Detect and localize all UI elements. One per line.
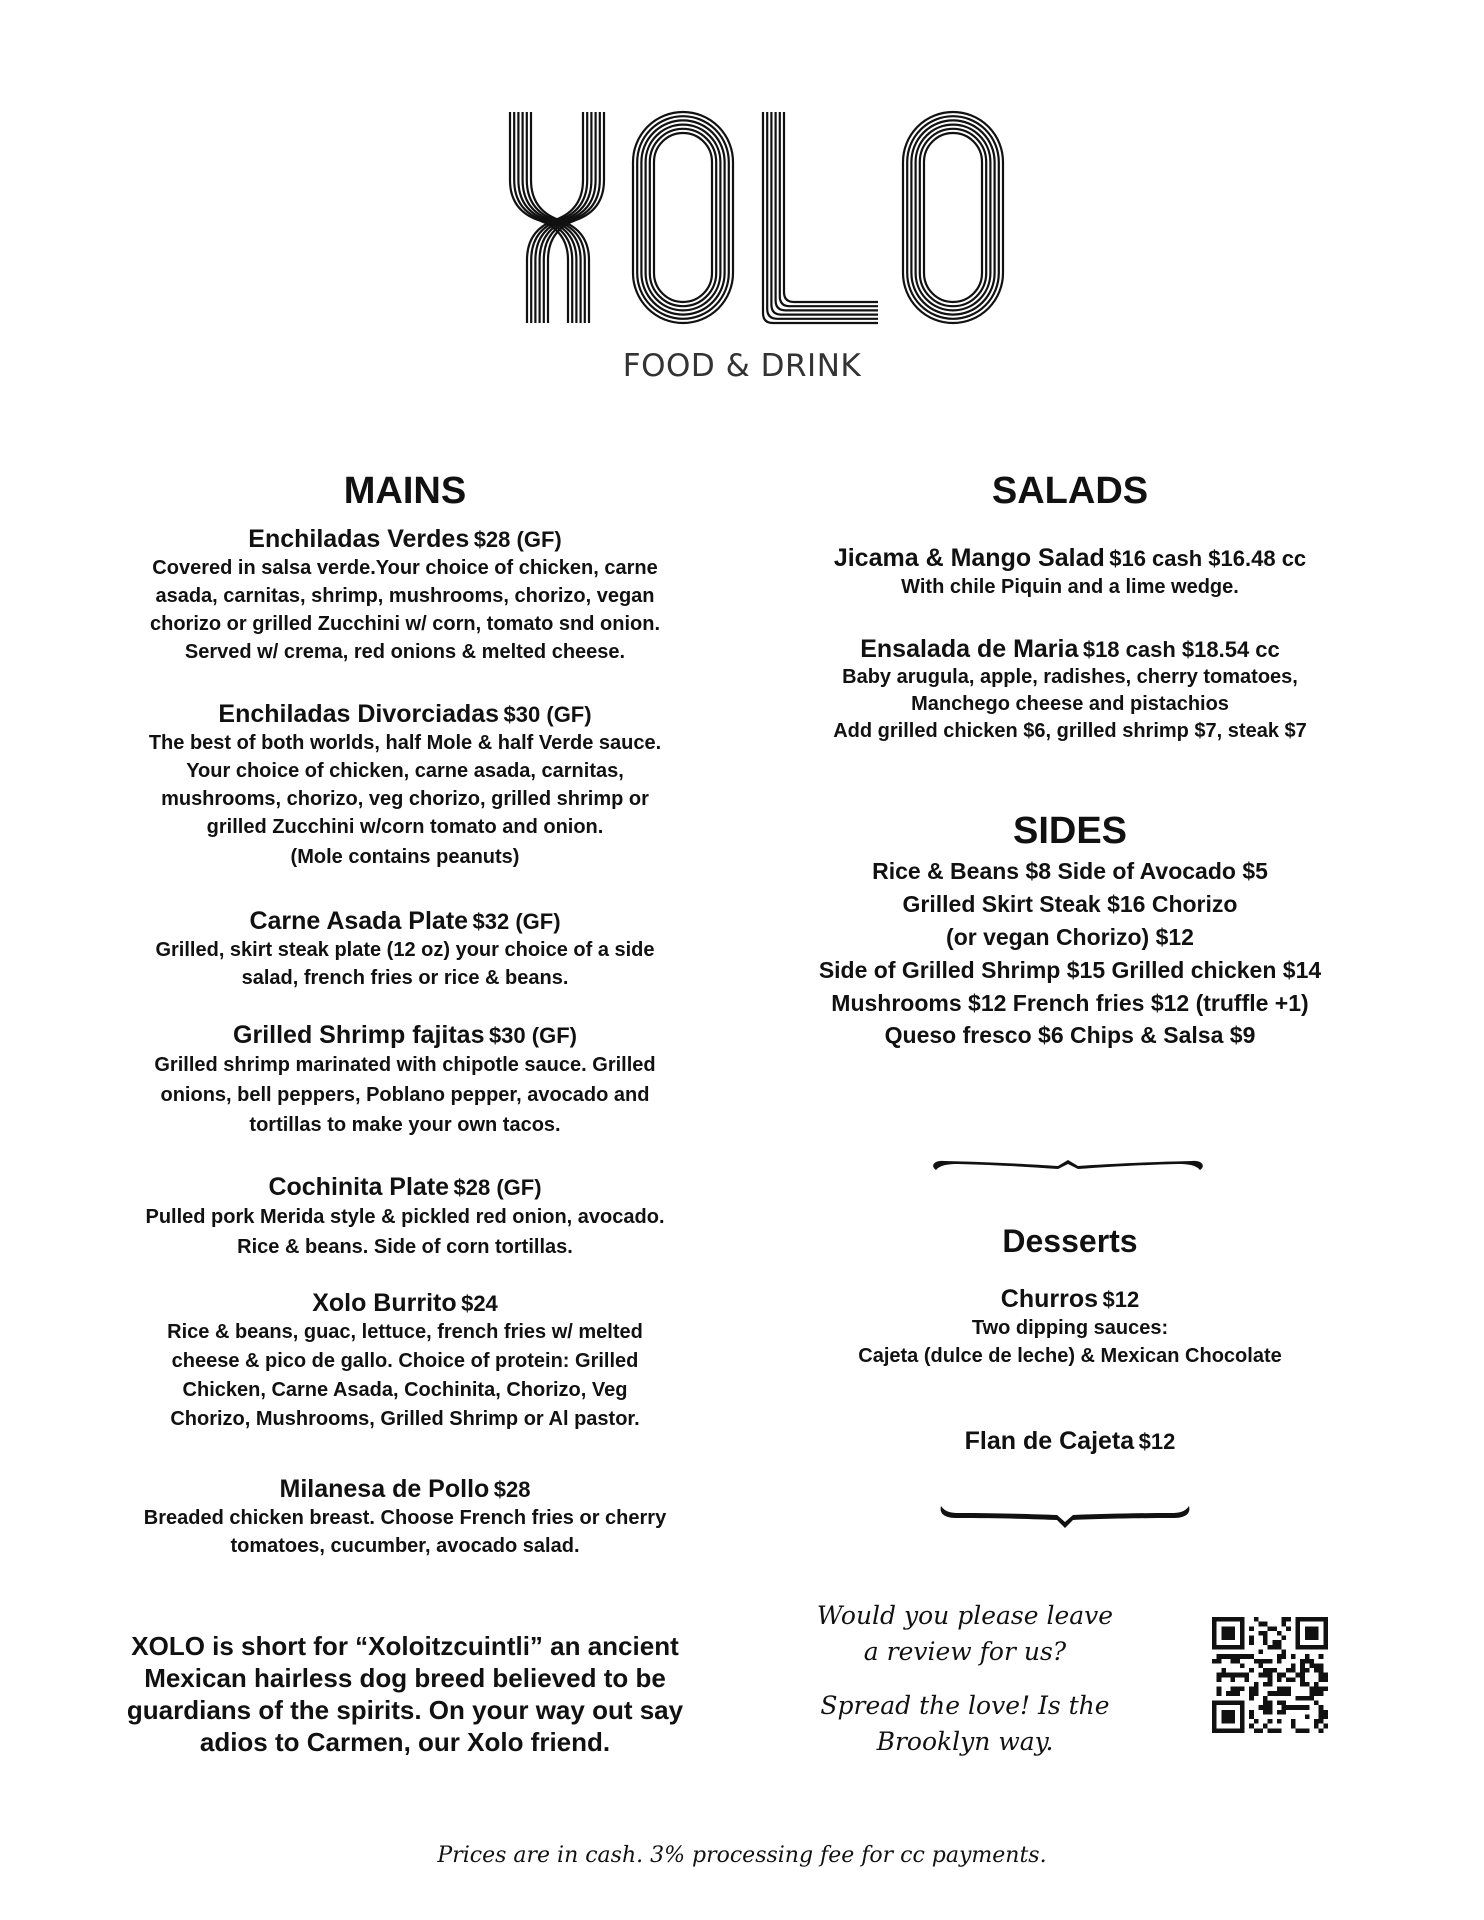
item-desc: Breaded chicken breast. Choose French fries or cherry tomatoes, cucumber, avocado salad. bbox=[143, 1507, 667, 1557]
xolo-logo bbox=[508, 110, 1010, 325]
item-name: Churros bbox=[1000, 1285, 1099, 1313]
item-price: $24 bbox=[461, 1291, 498, 1316]
sides-line: Rice & Beans $8 Side of Avocado $5 bbox=[872, 858, 1268, 884]
qr-code[interactable] bbox=[1212, 1617, 1328, 1733]
item-price: $16 cash $16.48 cc bbox=[1109, 546, 1307, 571]
item-desc: Baby arugula, apple, radishes, cherry tomatoes, Manchego cheese and pistachios Add grilled chicken $6, grilled shrimp $7, steak $7 bbox=[833, 666, 1307, 742]
item-desc: Rice & beans, guac, lettuce, french fries w/ melted cheese & pico de gallo. Choice of protein: Grilled Chicken, Carne Asada, Cochinita, Chorizo, Veg Chorizo, Mushrooms, Grilled Shrimp or Al pastor. bbox=[167, 1321, 643, 1430]
item-desc: With chile Piquin and a lime wedge. bbox=[901, 576, 1239, 598]
item-price: $18 cash $18.54 cc bbox=[1082, 637, 1280, 662]
item-name: Carne Asada Plate bbox=[249, 907, 469, 935]
sides-line: Side of Grilled Shrimp $15 Grilled chicken $14 bbox=[818, 957, 1322, 983]
item-price: $30 (GF) bbox=[488, 1023, 577, 1048]
menu-item bbox=[105, 1020, 705, 1140]
logo-subtitle: FOOD & DRINK bbox=[622, 348, 862, 384]
item-desc: Two dipping sauces: Cajeta (dulce de leche) & Mexican Chocolate bbox=[858, 1317, 1282, 1367]
menu-item bbox=[105, 524, 705, 666]
item-name: Flan de Cajeta bbox=[964, 1427, 1135, 1455]
sides-line: Grilled Skirt Steak $16 Chorizo bbox=[902, 891, 1238, 917]
item-price: $30 (GF) bbox=[503, 702, 592, 727]
item-price: $28 (GF) bbox=[473, 527, 562, 552]
payment-footer: Prices are in cash. 3% processing fee for cc payments. bbox=[437, 1843, 1047, 1868]
item-desc: Grilled shrimp marinated with chipotle sauce. Grilled onions, bell peppers, Poblano pepper, avocado and tortillas to make your own tacos. bbox=[154, 1054, 656, 1136]
menu-item bbox=[105, 699, 705, 871]
divider-flourish bbox=[928, 1152, 1208, 1182]
item-desc: Pulled pork Merida style & pickled red onion, avocado. Rice & beans. Side of corn tortillas. bbox=[145, 1206, 665, 1258]
review-request bbox=[815, 1598, 1115, 1778]
item-name: Enchiladas Verdes bbox=[248, 525, 470, 553]
sides-line: (or vegan Chorizo) $12 bbox=[946, 924, 1194, 950]
menu-item bbox=[760, 634, 1380, 745]
sides-line: Queso fresco $6 Chips & Salsa $9 bbox=[884, 1022, 1256, 1048]
menu-item bbox=[760, 543, 1380, 601]
item-name: Cochinita Plate bbox=[268, 1173, 450, 1201]
sides-heading: SIDES bbox=[1012, 810, 1128, 852]
item-name: Ensalada de Maria bbox=[860, 635, 1079, 663]
menu-item bbox=[760, 1426, 1380, 1456]
item-price: $12 bbox=[1102, 1287, 1140, 1312]
divider-flourish bbox=[935, 1500, 1195, 1534]
desserts-heading: Desserts bbox=[1002, 1223, 1138, 1259]
item-price: $28 (GF) bbox=[453, 1175, 542, 1200]
mains-heading: MAINS bbox=[343, 470, 467, 512]
item-name: Jicama & Mango Salad bbox=[833, 544, 1105, 572]
item-price: $32 (GF) bbox=[472, 909, 561, 934]
item-desc: Covered in salsa verde.Your choice of chicken, carne asada, carnitas, shrimp, mushrooms, chorizo, vegan chorizo or grilled Zucchini w/ corn, tomato snd onion. Served w/ crema, red onions & melted cheese. bbox=[149, 557, 660, 663]
xolo-note: XOLO is short for “Xoloitzcuintli” an ancient Mexican hairless dog breed believed to be guardians of the spirits. On your way out say adios to Carmen, our Xolo friend. bbox=[126, 1631, 684, 1757]
review-line: Spread the love! Is the Brooklyn way. bbox=[820, 1691, 1110, 1756]
menu-item bbox=[760, 1284, 1380, 1370]
item-price: $28 bbox=[493, 1477, 531, 1502]
review-line: Would you please leave a review for us? bbox=[816, 1601, 1114, 1666]
item-name: Grilled Shrimp fajitas bbox=[233, 1021, 485, 1049]
item-price: $12 bbox=[1138, 1429, 1176, 1454]
menu-item bbox=[105, 1288, 705, 1434]
item-name: Enchiladas Divorciadas bbox=[218, 700, 500, 728]
menu-item bbox=[105, 1172, 705, 1262]
item-name: Milanesa de Pollo bbox=[279, 1475, 490, 1503]
item-name: Xolo Burrito bbox=[312, 1289, 457, 1317]
item-desc: Grilled, skirt steak plate (12 oz) your choice of a side salad, french fries or rice & beans. bbox=[155, 939, 655, 989]
menu-item bbox=[105, 1474, 705, 1560]
salads-heading: SALADS bbox=[991, 470, 1149, 512]
menu-item bbox=[105, 906, 705, 992]
sides-line: Mushrooms $12 French fries $12 (truffle +1) bbox=[831, 990, 1309, 1016]
item-desc: The best of both worlds, half Mole & half Verde sauce. Your choice of chicken, carne asada, carnitas, mushrooms, chorizo, veg chorizo, grilled shrimp or grilled Zucchini w/corn tomato and onion. (Mole contains peanuts) bbox=[148, 732, 662, 868]
